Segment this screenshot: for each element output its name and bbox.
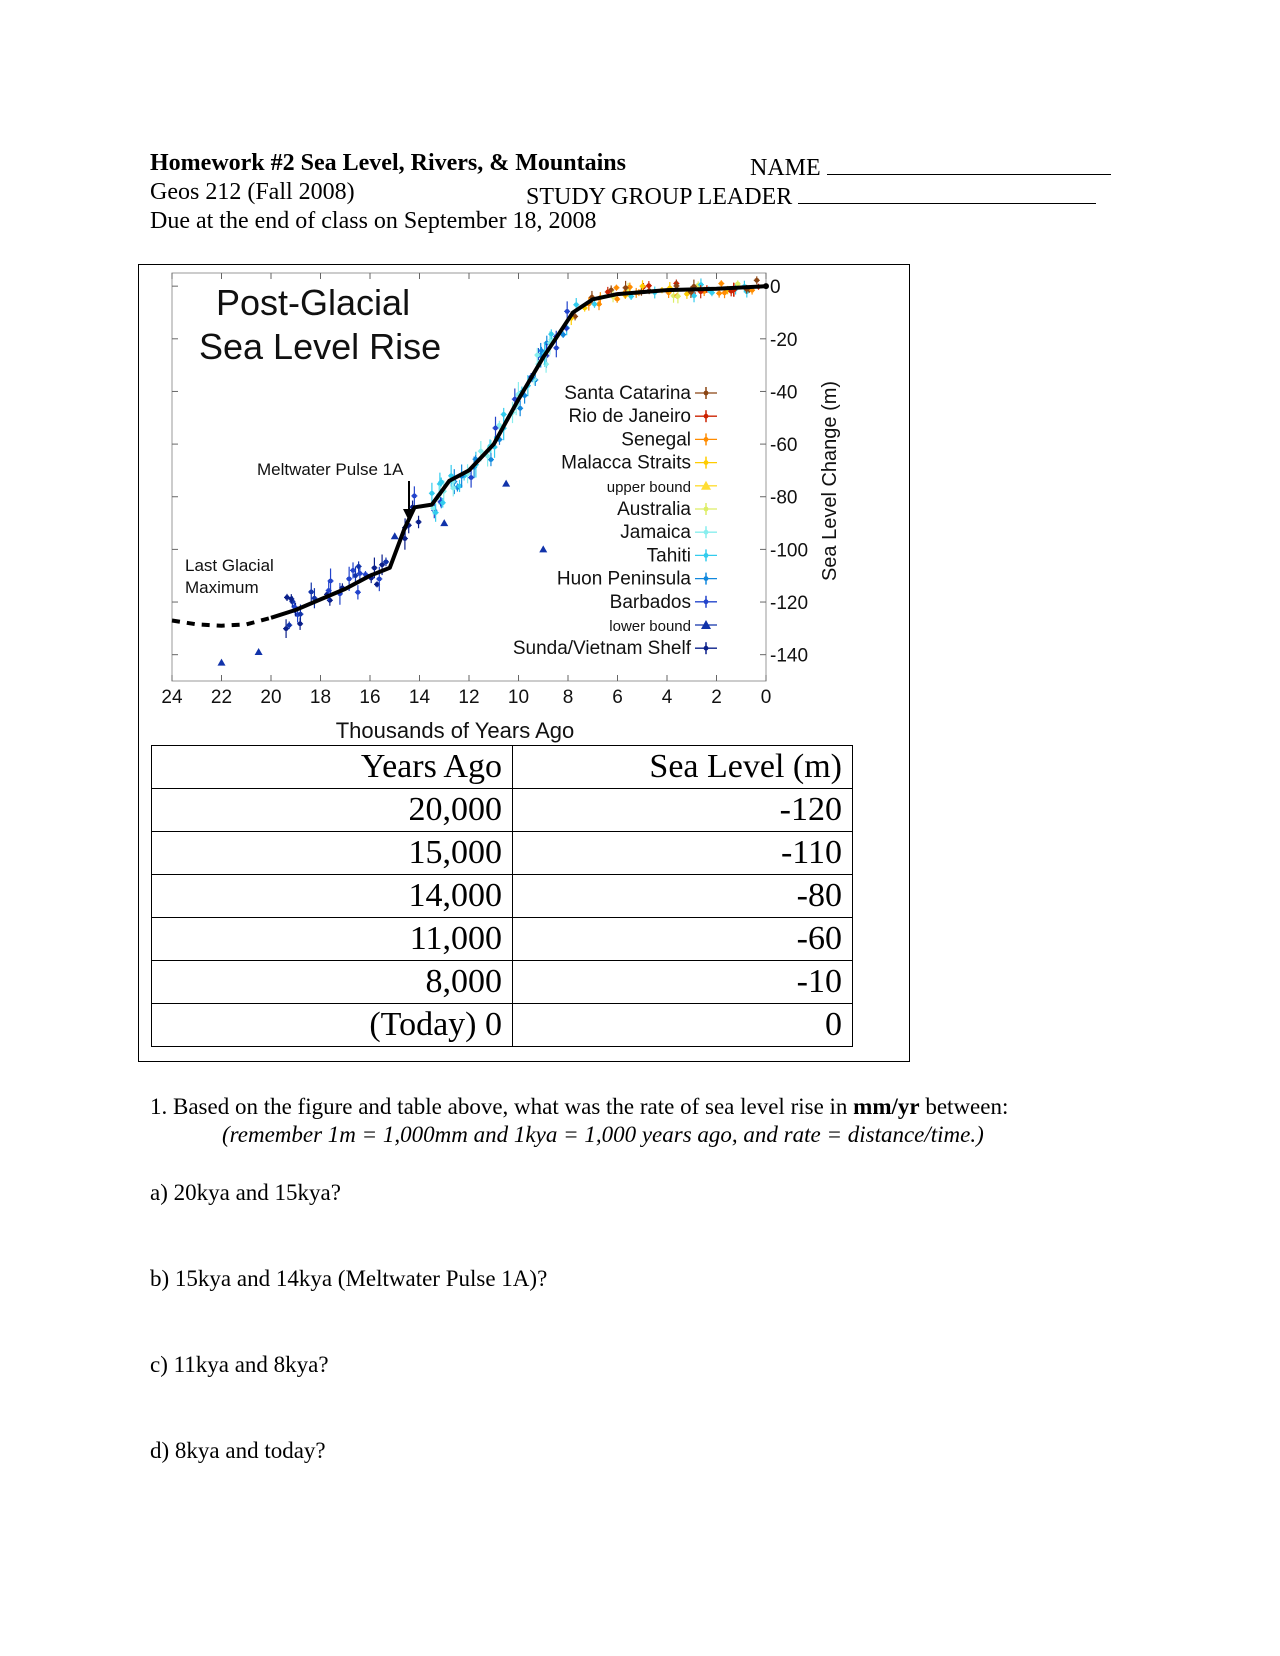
data-point — [627, 285, 632, 290]
data-point — [574, 302, 579, 307]
data-point — [614, 285, 619, 290]
data-point — [518, 406, 523, 411]
y-tick-label: -20 — [770, 329, 798, 351]
x-tick-label: 24 — [161, 687, 183, 708]
table-cell: -80 — [513, 875, 853, 918]
table-header-years: Years Ago — [152, 746, 513, 789]
data-point — [440, 500, 445, 505]
legend-label: Jamaica — [620, 522, 691, 544]
question-b: b) 15kya and 14kya (Meltwater Pulse 1A)? — [150, 1266, 548, 1291]
table-row — [152, 918, 853, 961]
question-1-prefix: 1. Based on the figure and table above, what was the rate of sea level rise in — [150, 1094, 854, 1119]
table-row — [152, 832, 853, 875]
y-tick-label: 0 — [770, 277, 781, 299]
x-tick-label: 14 — [408, 687, 431, 708]
lower-bound-marker — [391, 532, 399, 539]
data-point — [287, 623, 292, 628]
question-1-hint: (remember 1m = 1,000mm and 1kya = 1,000 years ago, and rate = distance/time.) — [222, 1122, 984, 1147]
data-point — [549, 332, 554, 337]
legend-marker-dot — [704, 507, 709, 512]
x-tick-label: 22 — [210, 687, 233, 708]
data-point — [433, 510, 438, 515]
sea-level-chart — [139, 265, 909, 745]
legend-label: Tahiti — [646, 545, 691, 567]
data-point — [347, 576, 352, 581]
legend-label: upper bound — [606, 478, 691, 496]
table-header-row — [152, 746, 853, 789]
y-axis-label: Sea Level Change (m) — [819, 380, 841, 582]
data-point — [356, 564, 361, 569]
lower-bound-marker — [440, 519, 448, 526]
data-point — [646, 283, 651, 288]
question-1-unit: mm/yr — [853, 1094, 920, 1119]
data-point — [493, 426, 498, 431]
question-a: a) 20kya and 15kya? — [150, 1180, 341, 1205]
table-cell: -60 — [513, 918, 853, 961]
lgm-annotation-line2: Maximum — [185, 578, 259, 597]
data-point — [735, 281, 740, 286]
table-header-sea-level: Sea Level (m) — [513, 746, 853, 789]
x-tick-label: 12 — [458, 687, 480, 708]
legend-label: Sunda/Vietnam Shelf — [512, 638, 691, 660]
lower-bound-marker — [539, 545, 547, 552]
data-point — [535, 353, 540, 358]
curve-endpoint — [763, 283, 769, 289]
lower-bound-marker — [218, 659, 226, 666]
legend-label: Huon Peninsula — [556, 568, 691, 590]
data-point — [429, 491, 434, 496]
legend-label: Barbados — [609, 591, 691, 613]
question-d: d) 8kya and today? — [150, 1438, 326, 1463]
legend-label: Senegal — [621, 429, 691, 451]
data-point — [285, 595, 290, 600]
study-group-blank[interactable] — [798, 179, 1096, 204]
legend-marker-dot — [704, 437, 709, 442]
data-point — [489, 457, 494, 462]
data-point — [380, 562, 385, 567]
legend — [513, 383, 717, 659]
data-point — [353, 573, 358, 578]
table-cell: 0 — [513, 1004, 853, 1047]
lower-bound-marker — [255, 648, 263, 655]
chart-title-line2: Sea Level Rise — [199, 326, 442, 367]
table-row — [152, 961, 853, 1004]
x-tick-label: 0 — [760, 687, 772, 708]
legend-marker-dot — [704, 599, 709, 604]
legend-marker-dot — [704, 414, 709, 419]
y-tick-label: -100 — [770, 540, 809, 562]
x-tick-label: 18 — [309, 687, 332, 708]
data-point — [722, 290, 727, 295]
meltwater-annotation: Meltwater Pulse 1A — [257, 460, 404, 479]
legend-marker-dot — [704, 460, 709, 465]
data-point — [326, 588, 331, 593]
data-point — [384, 559, 389, 564]
y-tick-label: -120 — [770, 593, 809, 615]
x-tick-label: 8 — [562, 687, 574, 708]
table-row — [152, 875, 853, 918]
data-point — [565, 309, 570, 314]
question-1 — [150, 1094, 1008, 1120]
x-axis-label: Thousands of Years Ago — [335, 718, 575, 743]
data-point — [439, 480, 444, 485]
homework-title: Homework #2 Sea Level, Rivers, & Mountains — [150, 150, 626, 176]
table-cell: -120 — [513, 789, 853, 832]
table-row — [152, 1004, 853, 1047]
y-tick-label: -40 — [770, 382, 798, 404]
figure-box — [138, 264, 910, 1062]
legend-marker-dot — [704, 553, 709, 558]
data-point — [351, 568, 356, 573]
study-group-field[interactable] — [526, 179, 1096, 211]
data-point — [592, 302, 597, 307]
legend-label: Malacca Straits — [561, 452, 691, 474]
table-cell: -110 — [513, 832, 853, 875]
table-cell: 15,000 — [152, 832, 513, 875]
lgm-annotation-line1: Last Glacial — [185, 556, 274, 575]
chart-title-line1: Post-Glacial — [216, 282, 411, 323]
x-tick-label: 6 — [612, 687, 623, 708]
course-label: Geos 212 (Fall 2008) — [150, 179, 355, 205]
lower-bound-marker — [502, 480, 510, 487]
x-tick-label: 16 — [359, 687, 381, 708]
data-point — [692, 293, 697, 298]
legend-marker-dot — [704, 530, 709, 535]
data-point — [469, 475, 474, 480]
data-point — [298, 621, 303, 626]
data-point — [372, 565, 377, 570]
legend-marker-dot — [704, 576, 709, 581]
legend-marker-dot — [704, 646, 709, 651]
data-point — [615, 297, 620, 302]
data-point — [478, 449, 483, 454]
data-point — [605, 290, 610, 295]
table-row — [152, 789, 853, 832]
legend-label: Australia — [617, 499, 691, 520]
name-label: NAME — [750, 155, 821, 181]
y-tick-label: -60 — [770, 435, 798, 457]
data-point — [554, 345, 559, 350]
data-point — [717, 291, 722, 296]
table-cell: 20,000 — [152, 789, 513, 832]
table-cell: (Today) 0 — [152, 1004, 513, 1047]
table-cell: -10 — [513, 961, 853, 1004]
data-point — [416, 520, 421, 525]
sea-level-curve-dashed — [172, 618, 271, 626]
y-tick-label: -80 — [770, 487, 798, 509]
data-point — [623, 285, 628, 290]
y-tick-label: -140 — [770, 645, 809, 667]
question-1-suffix: between: — [919, 1094, 1009, 1119]
data-point — [674, 284, 679, 289]
data-point — [355, 590, 360, 595]
due-date: Due at the end of class on September 18, 2008 — [150, 208, 597, 234]
data-point — [675, 294, 680, 299]
data-point — [298, 612, 303, 617]
data-point — [412, 494, 417, 499]
data-point — [719, 281, 724, 286]
x-tick-label: 4 — [661, 687, 673, 708]
data-point — [377, 577, 382, 582]
x-tick-label: 2 — [711, 687, 722, 708]
legend-label: Santa Catarina — [564, 383, 691, 404]
table-cell: 14,000 — [152, 875, 513, 918]
x-tick-label: 10 — [507, 687, 530, 708]
data-point — [710, 290, 715, 295]
name-field[interactable] — [750, 150, 1111, 182]
x-tick-label: 20 — [260, 687, 282, 708]
table-cell: 11,000 — [152, 918, 513, 961]
legend-label: Rio de Janeiro — [568, 406, 691, 428]
legend-marker-dot — [704, 391, 709, 396]
legend-label: lower bound — [609, 618, 691, 635]
data-point — [309, 590, 314, 595]
question-c: c) 11kya and 8kya? — [150, 1352, 329, 1377]
data-point — [640, 284, 645, 289]
study-group-label: STUDY GROUP LEADER — [526, 184, 793, 210]
data-point — [501, 412, 506, 417]
table-cell: 8,000 — [152, 961, 513, 1004]
name-blank[interactable] — [827, 150, 1111, 175]
data-point — [754, 278, 759, 283]
sea-level-table — [151, 745, 853, 1047]
